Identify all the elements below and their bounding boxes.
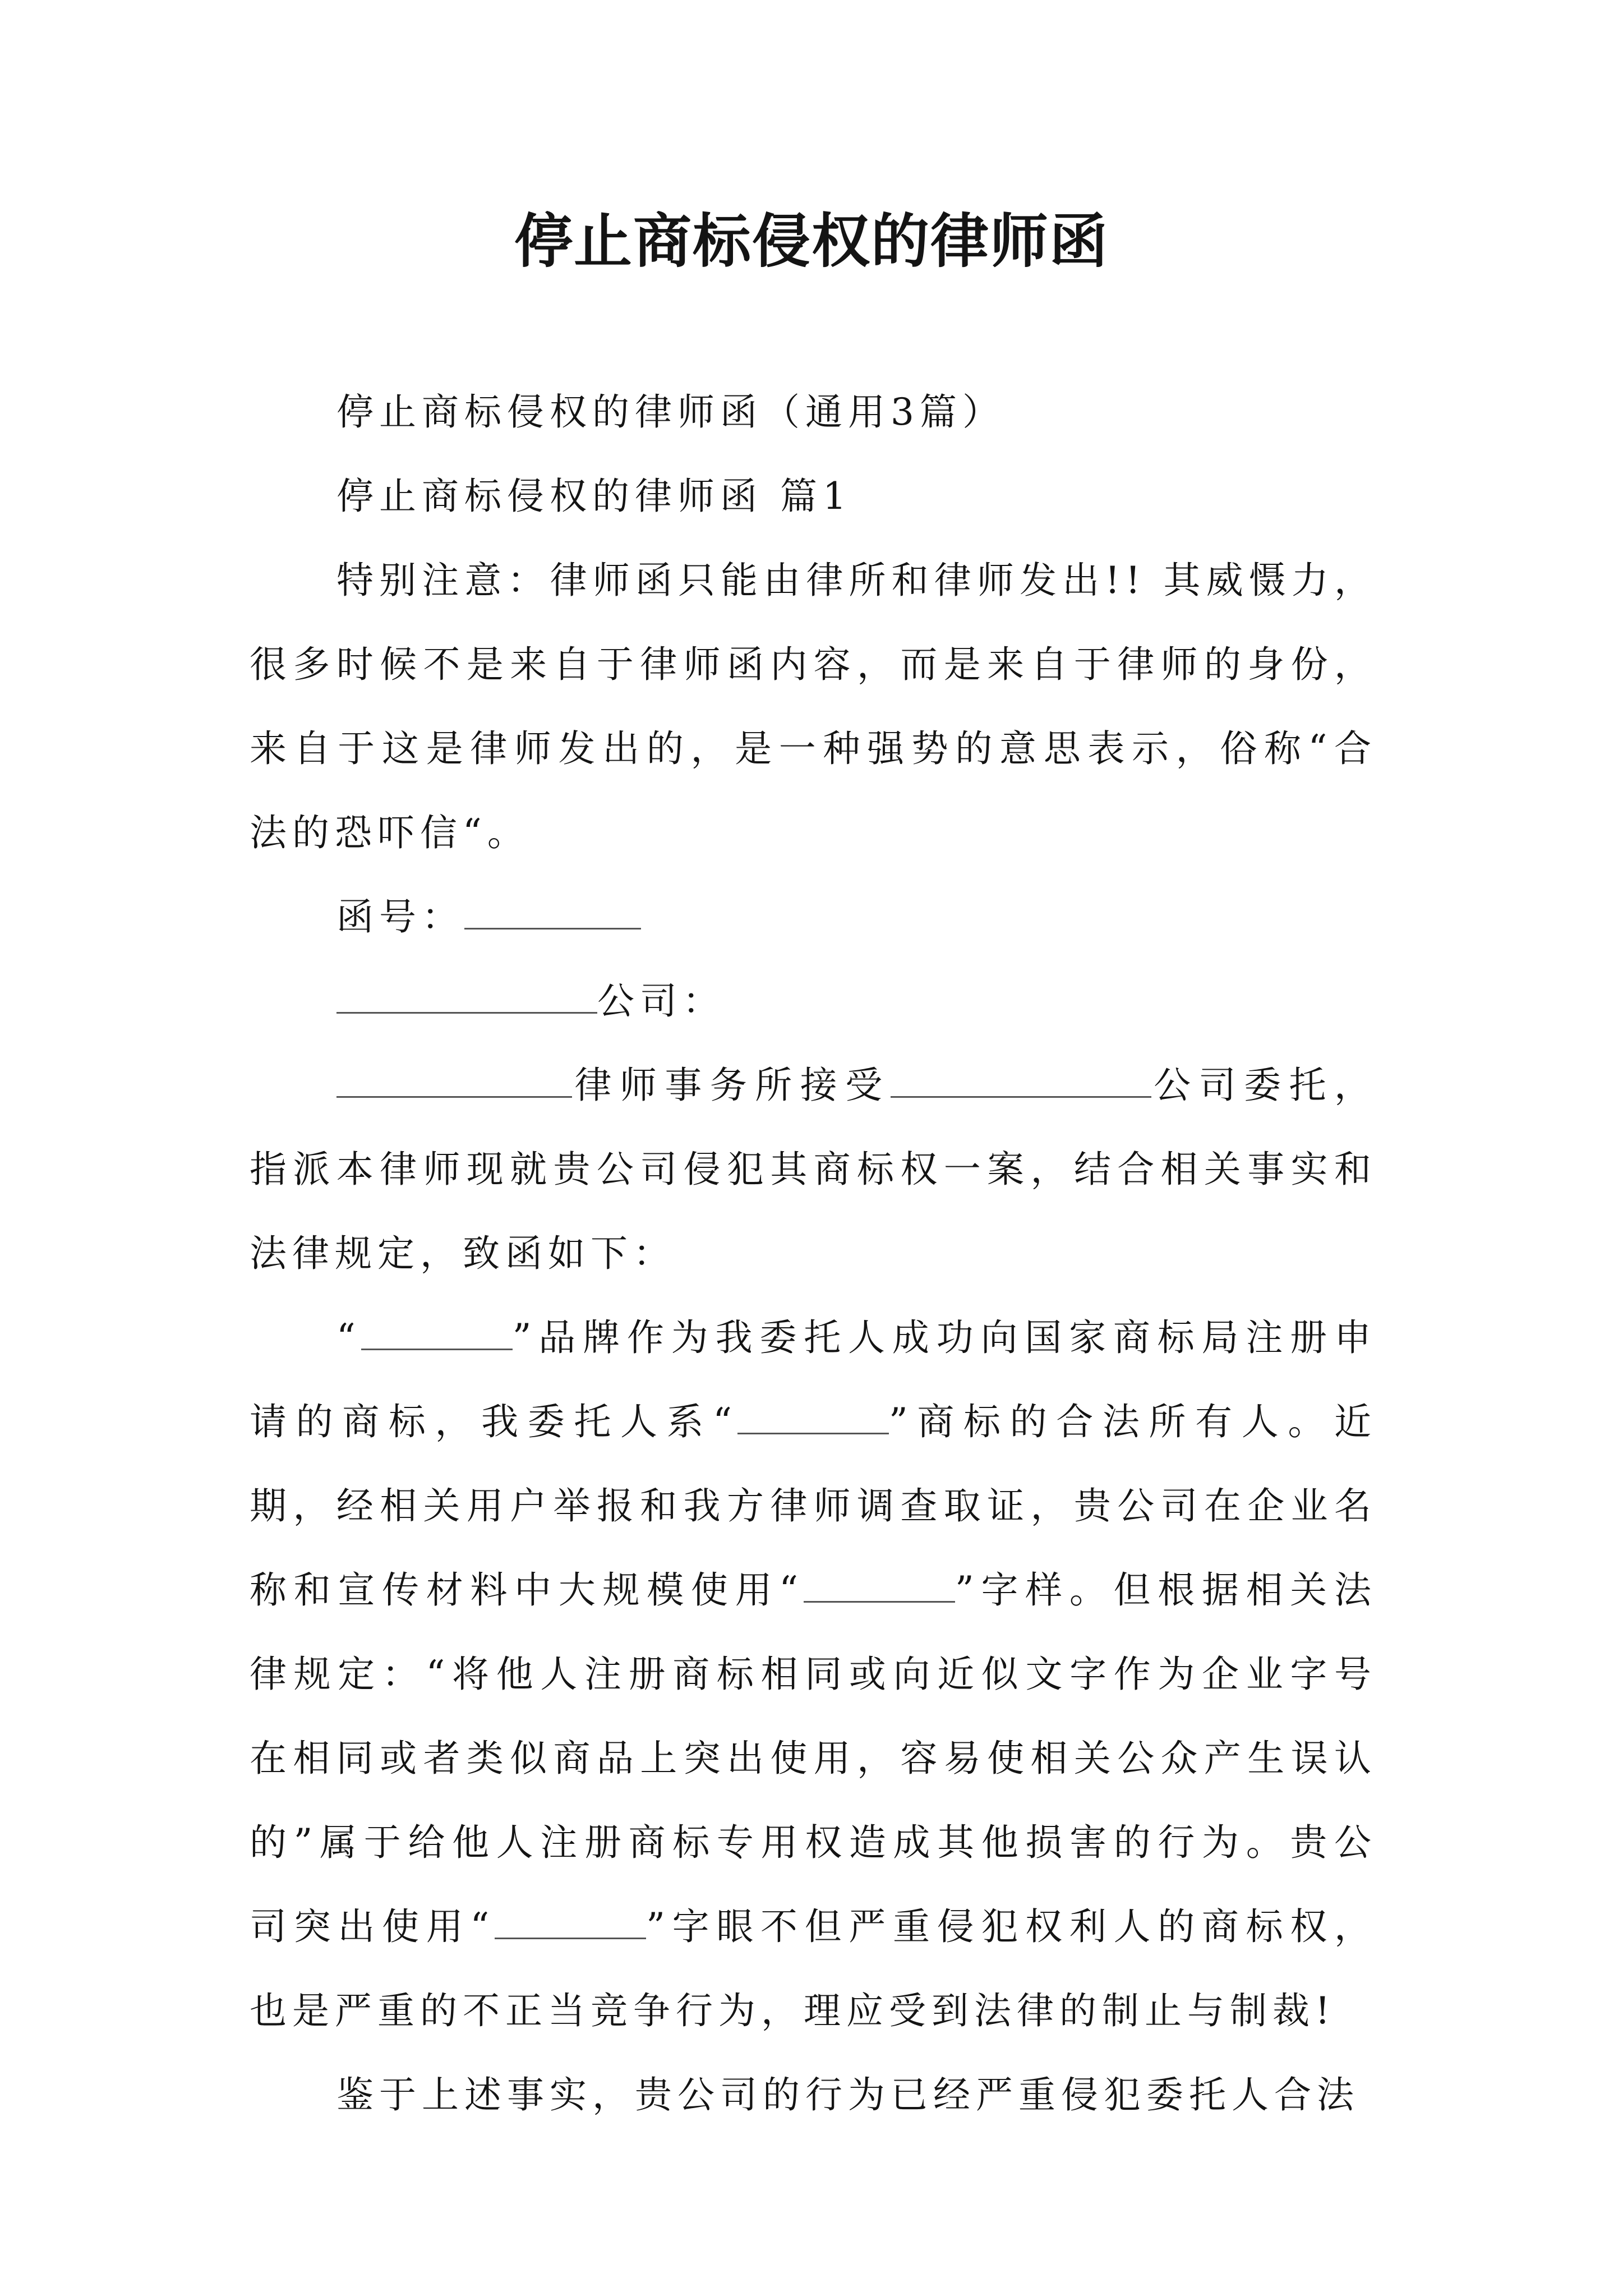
para2-part-b: ”品牌作为我委托人成功向国家商标局注册申请的商标，我委托人系“	[250, 1316, 1377, 1443]
brand-blank-3	[804, 1566, 955, 1603]
subtitle: 停止商标侵权的律师函（通用3篇）	[336, 390, 1005, 434]
recipient-line	[250, 959, 1377, 1043]
paragraph-commission-mid: 律师事务所接受	[572, 1064, 891, 1107]
recipient-company-blank	[336, 977, 597, 1014]
brand-blank-1	[361, 1314, 513, 1350]
para2-part-c: ”商标的合法所有人。近期，经相关用户举报和我方律师调查取证，贵公司在企业名称和宣传材料中大规模使用“	[250, 1400, 1377, 1612]
paragraph-commission	[250, 1043, 1377, 1296]
para2-part-e: ”字眼不但严重侵犯权利人的商标权，也是严重的不正当竞争行为，理应受到法律的制止与制裁!	[250, 1905, 1377, 2032]
para2-part-d: ”字样。但根据相关法律规定：“将他人注册商标相同或向近似文字作为企业字号在相同或者类似商品上突出使用，容易使相关公众产生误认的”属于给他人注册商标专用权造成其他损害的行为。贵公司突出使用“	[250, 1568, 1377, 1948]
brand-blank-4	[495, 1903, 646, 1939]
client-company-blank	[891, 1061, 1151, 1098]
document-body	[250, 370, 1377, 2137]
notice-paragraph: 特别注意：律师函只能由律所和律师发出!! 其威慑力，很多时候不是来自于律师函内容，而是来自于律师的身份，来自于这是律师发出的，是一种强势的意思表示，俗称“合法的恐吓信“。	[250, 559, 1377, 854]
letter-number-line	[250, 875, 1377, 959]
para2-part-a: “	[336, 1316, 361, 1359]
paragraph-conclusion: 鉴于上述事实，贵公司的行为已经严重侵犯委托人合法	[336, 2073, 1359, 2116]
recipient-suffix: 公司：	[597, 979, 725, 1023]
letter-number-label: 函号：	[336, 895, 464, 938]
letter-number-blank	[464, 893, 641, 930]
law-firm-blank	[336, 1061, 572, 1098]
paragraph-commission-end: 公司委托，指派本律师现就贵公司侵犯其商标权一案，结合相关事实和法律规定，致函如下：	[250, 1064, 1377, 1275]
section-heading: 停止商标侵权的律师函 篇1	[336, 475, 852, 518]
brand-blank-2	[737, 1398, 889, 1434]
document-title: 停止商标侵权的律师函	[514, 206, 1109, 275]
paragraph-infringement	[250, 1296, 1377, 2053]
